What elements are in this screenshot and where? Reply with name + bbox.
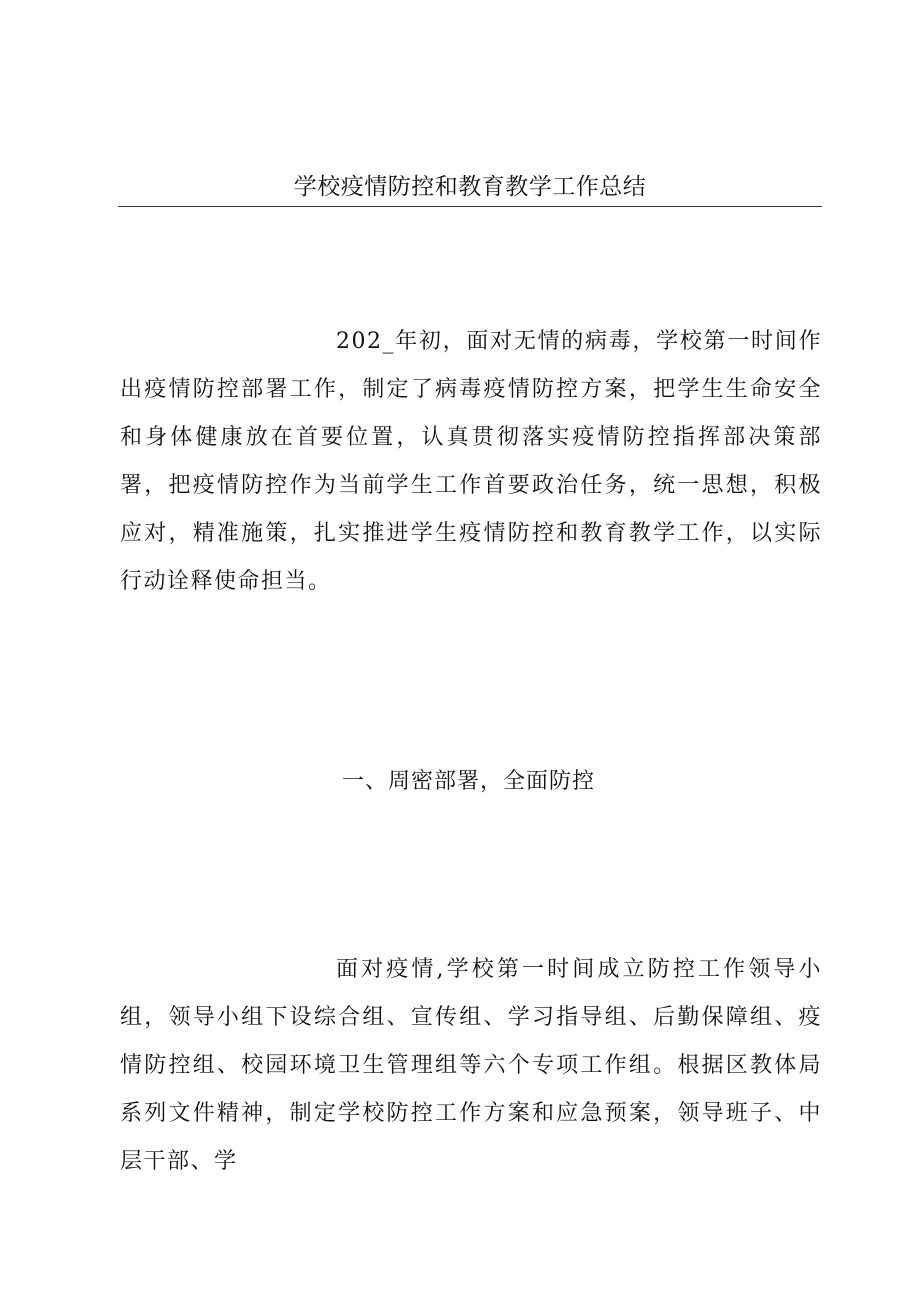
section-heading: 一、周密部署，全面防控 bbox=[342, 769, 596, 794]
intro-paragraph: 202_年初，面对无情的病毒，学校第一时间作出疫情防控部署工作，制定了病毒疫情防控方案，把学生生命安全和身体健康放在首要位置，认真贯彻落实疫情防控指挥部决策部署，把疫情防控作为当前学生工作首要政治任务，统一思想，积极应对，精准施策，扎实推进学生疫情防控和教育教学工作，以实际行动诠释使命担当。 bbox=[120, 329, 822, 594]
document-title: 学校疫情防控和教育教学工作总结 bbox=[118, 170, 822, 207]
body-paragraph: 面对疫情,学校第一时间成立防控工作领导小组，领导小组下设综合组、宣传组、学习指导组、后勤保障组、疫情防控组、校园环境卫生管理组等六个专项工作组。根据区教体局系列文件精神，制定学校防控工作方案和应急预案，领导班子、中层干部、学 bbox=[120, 957, 822, 1174]
